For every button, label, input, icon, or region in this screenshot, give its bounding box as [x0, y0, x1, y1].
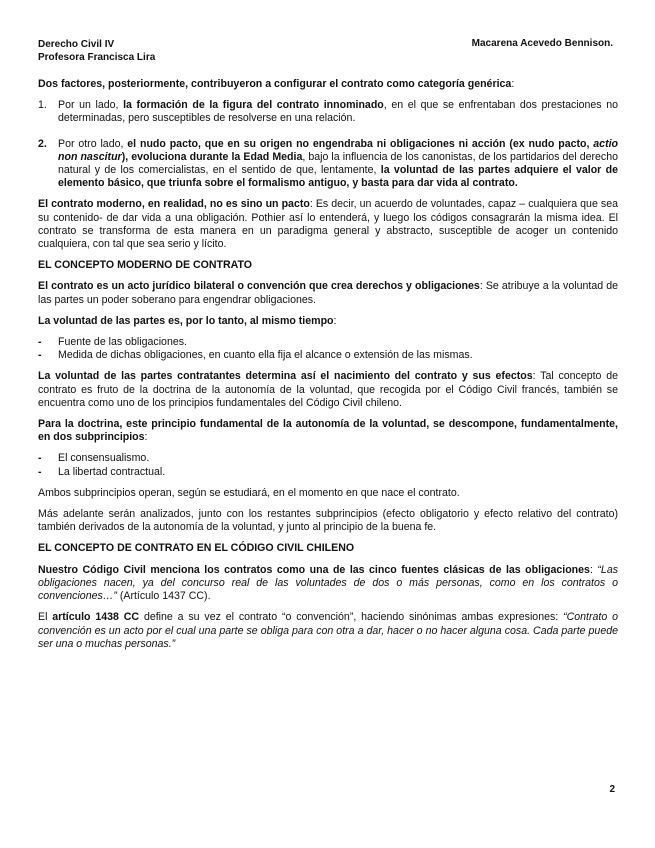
- list-item-1: [38, 99, 618, 125]
- list-item: - El consensualismo.: [38, 452, 150, 465]
- paragraph-doctrina: Para la doctrina, este principio fundamental de la autonomía de la voluntad, se descompone, fundamentalmente, en dos subprincipios:: [38, 418, 618, 444]
- author-name: Macarena Acevedo Bennison.: [471, 38, 613, 49]
- item-number: 1.: [38, 99, 47, 112]
- paragraph-ambos: Ambos subprincipios operan, según se estudiará, en el momento en que nace el contrato.: [38, 486, 460, 499]
- bullet-list-2: [38, 452, 618, 478]
- paragraph-mas-adelante: Más adelante serán analizados, junto con los restantes subprincipios (efecto obligatorio y efecto relativo del contrato) también derivados de la autonomía de la voluntad, y junto al principio de la buena fe.: [38, 508, 618, 534]
- item-text: Por un lado, la formación de la figura del contrato innominado, en el que se enfrentaban dos prestaciones no determinadas, pero susceptibles de resolverse en una relación.: [58, 99, 618, 125]
- paragraph-codigo-civil: Nuestro Código Civil menciona los contratos como una de las cinco fuentes clásicas de las obligaciones: “Las obligaciones nacen, ya del concurso real de las voluntades de dos o más personas, como en los contratos o convenciones…” (Artículo 1437 CC).: [38, 563, 619, 603]
- professor-name: Profesora Francisca Lira: [38, 52, 156, 63]
- list-item: - Fuente de las obligaciones.: [38, 336, 187, 349]
- item-number: 2.: [38, 137, 47, 150]
- list-item: - La libertad contractual.: [38, 465, 166, 478]
- paragraph-acto-juridico: El contrato es un acto jurídico bilateral o convención que crea derechos y obligaciones: Se atribuye a la voluntad de las partes un poder soberano para engendrar obligaciones.: [38, 280, 618, 306]
- paragraph-voluntad: La voluntad de las partes es, por lo tanto, al mismo tiempo:: [38, 314, 337, 327]
- section-heading-2: EL CONCEPTO DE CONTRATO EN EL CÓDIGO CIVIL CHILENO: [38, 542, 355, 555]
- intro-paragraph: Dos factores, posteriormente, contribuyeron a configurar el contrato como categoría genérica:: [38, 78, 515, 90]
- page-number: 2: [609, 784, 615, 795]
- paragraph-partes-contratantes: La voluntad de las partes contratantes determina así el nacimiento del contrato y sus efectos: Tal concepto de contrato es fruto de la doctrina de la autonomía de la voluntad, que recogida por el Código Civil francés, también se encuentra como uno de los principios fundamentales del Código Civil chileno.: [38, 370, 618, 409]
- document-body: [38, 78, 618, 659]
- list-item: - Medida de dichas obligaciones, en cuanto ella fija el alcance o extensión de las mismas.: [38, 349, 473, 362]
- course-title: Derecho Civil IV: [38, 39, 115, 50]
- section-heading-1: EL CONCEPTO MODERNO DE CONTRATO: [38, 259, 253, 272]
- bullet-list-1: [38, 336, 618, 362]
- paragraph-articulo-1438: El artículo 1438 CC define a su vez el contrato “o convención”, haciendo sinónimas ambas expresiones: “Contrato o convención es un acto por el cual una parte se obliga para con otra a dar, hacer o no hacer alguna cosa. Cada parte puede ser una o muchas personas.”: [38, 611, 618, 650]
- paragraph-contrato-moderno: El contrato moderno, en realidad, no es sino un pacto: Es decir, un acuerdo de voluntades, capaz – cualquiera que sea su contenido- de dar vida a una obligación. Pothier así lo entenderá, y luego los códigos consagrarán la misma idea. El contrato se transforma de esta manera en un paradigma general y abstracto, susceptible de acoger un contenido cualquiera, con tal que sea serio y lícito.: [38, 198, 618, 251]
- list-item-2: [38, 138, 618, 191]
- item-text: Por otro lado, el nudo pacto, que en su origen no engendraba ni obligaciones ni acción (ex nudo pacto, actio non nascitur), evoluciona durante la Edad Media, bajo la influencia de los canonistas, de los partidarios del derecho natural y de los comercialistas, en el sentido de que, lentamente, la voluntad de las partes adquiere el valor de elemento básico, que triunfa sobre el formalismo antiguo, y basta para dar vida al contrato.: [58, 137, 619, 190]
- header-left: [38, 38, 155, 64]
